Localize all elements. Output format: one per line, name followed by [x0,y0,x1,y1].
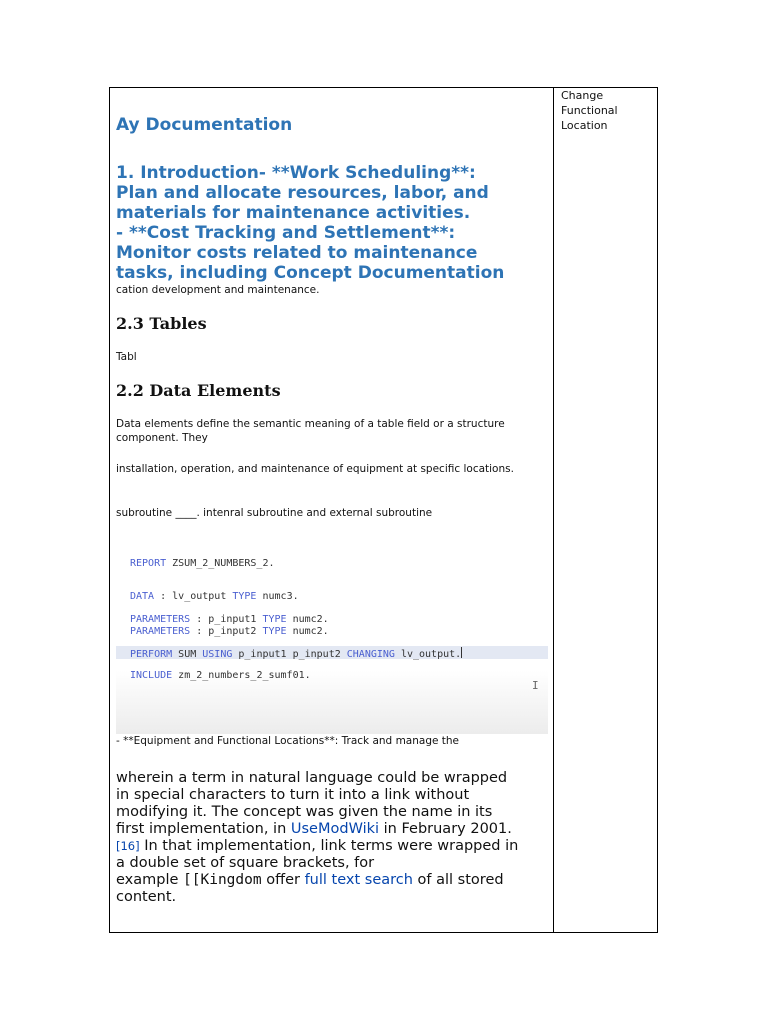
text-caret [461,647,462,658]
intro-line: - **Cost Tracking and Settlement**: [116,223,456,243]
wiki-line: content. [116,889,177,905]
code-line-perform: PERFORM SUM USING p_input1 p_input2 CHANGING lv_output. [130,649,462,660]
data-elements-text [116,417,551,445]
intro-heading [116,163,551,283]
intro-line: materials for maintenance activities. [116,203,471,223]
usemodwiki-link[interactable]: UseModWiki [290,821,380,837]
data-elements-heading: 2.2 Data Elements [116,381,281,400]
wiki-line: example [[Kingdom offer full text search of all stored [116,872,504,888]
intro-line: Plan and allocate resources, labor, and [116,183,489,203]
wiki-line: first implementation, in UseModWiki in February 2001. [116,821,512,837]
intro-line: Monitor costs related to maintenance [116,243,478,263]
tables-text: Tabl [116,351,137,363]
wiki-line: a double set of square brackets, for [116,855,375,871]
install-text: installation, operation, and maintenance of equipment at specific locations. [116,463,514,475]
code-line-data: DATA : lv_output TYPE numc3. [130,591,299,602]
code-line-param2: PARAMETERS : p_input2 TYPE numc2. [130,626,329,637]
code-screenshot [116,536,548,734]
text-line: component. They [116,432,208,444]
wiki-line: in special characters to turn it into a link without [116,787,470,803]
equipment-text: - **Equipment and Functional Locations**: Track and manage the [116,735,460,747]
page-title: Ay Documentation [116,115,293,135]
tables-heading: 2.3 Tables [116,314,207,333]
main-content [116,115,551,906]
wiki-excerpt [116,770,551,906]
citation-link[interactable]: [16] [116,839,140,853]
code-line-param1: PARAMETERS : p_input1 TYPE numc2. [130,614,329,625]
wiki-line: modifying it. The concept was given the name in its [116,804,493,820]
wiki-line: [16] In that implementation, link terms were wrapped in [116,838,519,854]
intro-tail: cation development and maintenance. [116,284,320,296]
intro-line: tasks, including Concept Documentation [116,263,505,283]
text-line: Data elements define the semantic meaning of a table field or a structure [116,418,505,430]
subroutine-text: subroutine ____. intenral subroutine and external subroutine [116,507,433,519]
column-divider [553,87,554,933]
code-line-include: INCLUDE zm_2_numbers_2_sumf01. [130,670,311,681]
text-cursor-icon: I [532,679,539,692]
full-text-search-link[interactable]: full text search [304,872,413,888]
intro-line: 1. Introduction- **Work Scheduling**: [116,163,476,183]
code-line-report: REPORT ZSUM_2_NUMBERS_2. [130,558,275,569]
side-note: Change Functional Location [561,89,618,132]
wiki-line: wherein a term in natural language could be wrapped [116,770,508,786]
